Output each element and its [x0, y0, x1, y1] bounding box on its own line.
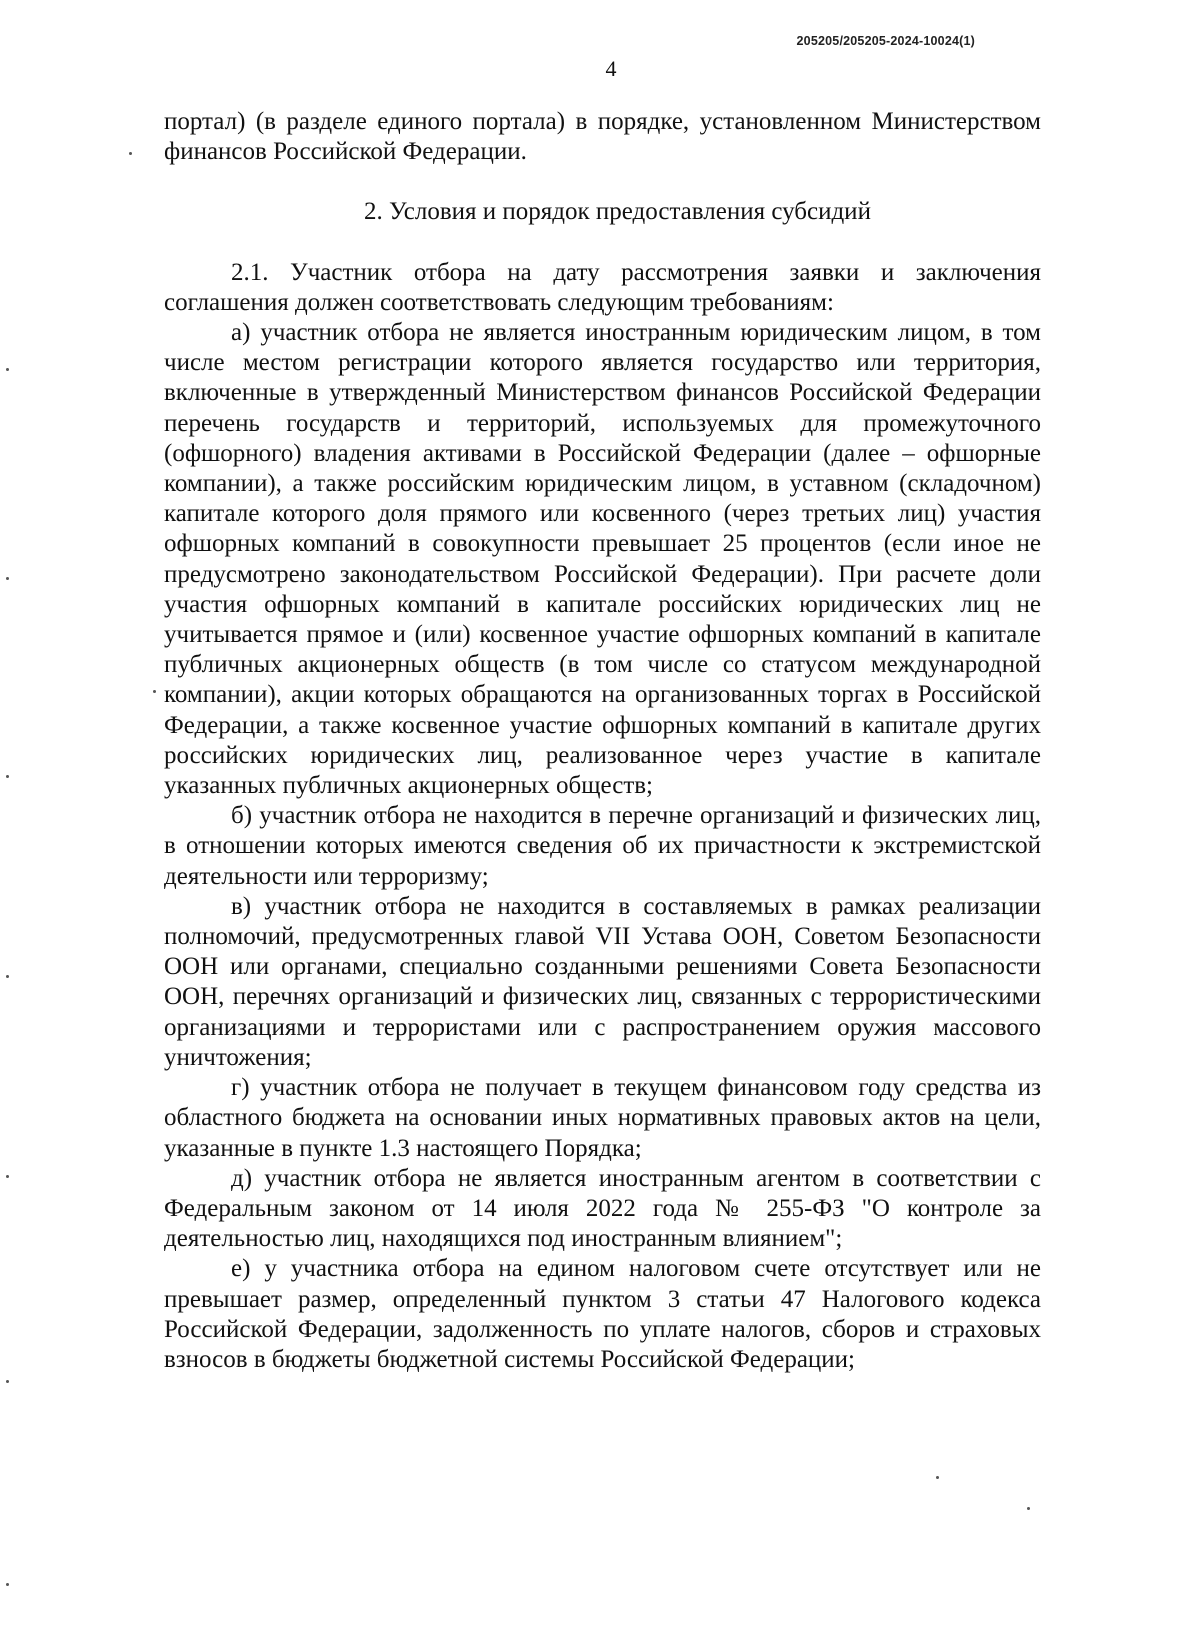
scan-speck [936, 1476, 939, 1479]
intro-paragraph: портал) (в разделе единого портала) в порядке, установленном Министерством финансов Российской Федерации. [164, 108, 1041, 166]
page-number: 4 [605, 56, 617, 81]
scan-speck [129, 152, 132, 155]
scan-speck [1027, 1507, 1030, 1510]
scan-speck [6, 1380, 9, 1383]
scan-speck [153, 690, 156, 693]
scan-speck [6, 975, 9, 978]
paragraph-v: в) участник отбора не находится в составляемых в рамках реализации полномочий, предусмотренных главой VII Устава ООН, Советом Безопасности ООН или органами, специально созданными решениями Совета Безопасности ООН, перечнях организаций и физических лиц, связанных с террористическими организациями и террористами или с распространением оружия массового уничтожения; [164, 892, 1041, 1071]
paragraph-b: б) участник отбора не находится в перечне организаций и физических лиц, в отношении которых имеются сведения об их причастности к экстремистской деятельности или терроризму; [164, 802, 1041, 890]
scan-speck [6, 368, 9, 371]
scan-speck [6, 775, 9, 778]
paragraph-g: г) участник отбора не получает в текущем финансовом году средства из областного бюджета на основании иных нормативных правовых актов на цели, указанные в пункте 1.3 настоящего Порядка; [164, 1074, 1041, 1162]
paragraph-d: д) участник отбора не является иностранным агентом в соответствии с Федеральным законом от 14 июля 2022 года № 255-ФЗ "О контроле за деятельностью лиц, находящихся под иностранным влиянием"; [164, 1164, 1041, 1253]
document-id: 205205/205205-2024-10024(1) [796, 34, 975, 48]
scan-speck [6, 577, 9, 580]
document-body [164, 107, 1041, 1375]
section-title: 2. Условия и порядок предоставления субсидий [364, 198, 871, 226]
paragraph-e: е) у участника отбора на едином налоговом счете отсутствует или не превышает размер, определенный пунктом 3 статьи 47 Налогового кодекса Российской Федерации, задолженность по уплате налогов, сборов и страховых взносов в бюджеты бюджетной системы Российской Федерации; [164, 1255, 1041, 1373]
paragraph-a: а) участник отбора не является иностранным юридическим лицом, в том числе местом регистрации которого является государство или территория, включенные в утвержденный Министерством финансов Российской Федерации перечень государств и территорий, используемых для промежуточного (офшорного) владения активами в Российской Федерации (далее – офшорные компании), а также российским юридическим лицом, в уставном (складочном) капитале которого доля прямого или косвенного (через третьих лиц) участия офшорных компаний в совокупности превышает 25 процентов (если иное не предусмотрено законодательством Российской Федерации). При расчете доли участия офшорных компаний в капитале российских юридических лиц не учитывается прямое и (или) косвенное участие офшорных компаний в капитале публичных акционерных обществ (в том числе со статусом международной компании), акции которых обращаются на организованных торгах в Российской Федерации, а также косвенное участие офшорных компаний в капитале других российских юридических лиц, реализованное через участие в капитале указанных публичных акционерных обществ; [164, 319, 1041, 800]
paragraph-2-1: 2.1. Участник отбора на дату рассмотрения заявки и заключения соглашения должен соответствовать следующим требованиям: [164, 258, 1041, 316]
scan-speck [6, 1583, 9, 1586]
scan-speck [6, 1175, 9, 1178]
